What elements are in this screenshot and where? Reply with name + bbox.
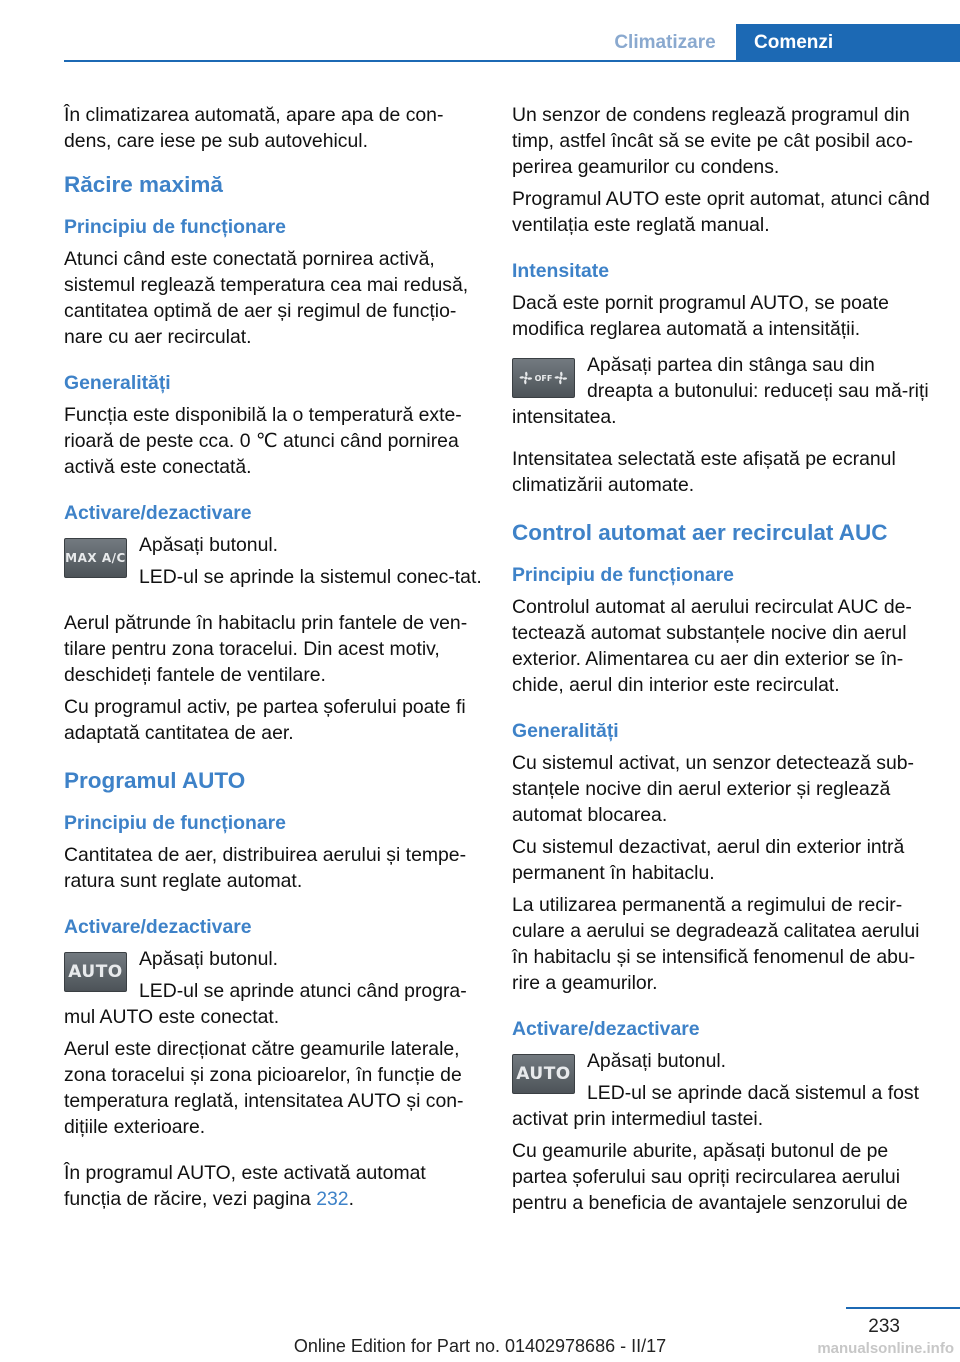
paragraph: Programul AUTO este oprit automat, atunci când ventilația este reglată manual. <box>512 188 930 236</box>
paragraph-with-link <box>64 1160 484 1212</box>
button-instruction <box>512 352 932 430</box>
text: . <box>348 1188 354 1210</box>
heading-auc: Control automat aer recirculat AUC <box>512 520 888 545</box>
fan-intensity-button-icon <box>512 358 575 398</box>
paragraph: Cu sistemul activat, un senzor detectează sub-stanțele nocive din aerul exterior și reglează automat blocarea. <box>512 752 915 826</box>
fan-icon <box>517 367 535 389</box>
paragraph: Cantitatea de aer, distribuirea aerului și tempe-ratura sunt reglate automat. <box>64 844 467 892</box>
footer-rule <box>846 1307 960 1309</box>
paragraph: Cu geamurile aburite, apăsați butonul de pe partea șoferului sau opriți recircularea aerului pentru a beneficia de avantajele senzorului de <box>512 1140 908 1214</box>
fan-icon <box>552 367 570 389</box>
paragraph: Controlul automat al aerului recirculat AUC de-tectează automat substanțele nocive din aerul exterior. Alimentarea cu aer din exterior se în-chide, aerul din interior este recirculat. <box>512 596 912 696</box>
text: În programul AUTO, este activată automat funcția de răcire, vezi pagina <box>64 1162 426 1210</box>
left-column <box>64 102 484 1218</box>
paragraph: Un senzor de condens reglează programul din timp, astfel încât să se evite pe cât posibil aco-perirea geamurilor cu condens. <box>512 104 913 178</box>
paragraph: Aerul pătrunde în habitaclu prin fantele de ven-tilare pentru zona toracelui. Din acest motiv, deschideți fantele de ventilare. <box>64 612 468 686</box>
paragraph: Aerul este direcționat către geamurile laterale, zona toracelui și zona picioarelor, în funcție de temperatura reglată, intensitatea AUTO și con-dițiile exterioare. <box>64 1038 464 1138</box>
heading-auto-program: Programul AUTO <box>64 768 246 793</box>
heading-intensity: Intensitate <box>512 260 609 282</box>
page-link[interactable]: 232 <box>316 1188 349 1210</box>
paragraph: Apăsați butonul. <box>139 948 279 970</box>
max-ac-button-icon: MAX A/C <box>64 538 127 578</box>
auto-button-icon: AUTO <box>512 1054 575 1094</box>
button-instruction <box>64 946 484 1030</box>
paragraph: Funcția este disponibilă la o temperatură exte-rioară de peste cca. 0 ℃ atunci când pornirea activă este conectată. <box>64 404 462 478</box>
heading-principle: Principiu de funcționare <box>64 812 286 834</box>
heading-general: Generalități <box>512 720 619 742</box>
paragraph: LED-ul se aprinde dacă sistemul a fost activat prin intermediul tastei. <box>512 1082 919 1130</box>
paragraph: LED-ul se aprinde atunci când progra-mul AUTO este conectat. <box>64 980 467 1028</box>
button-instruction <box>512 1048 932 1132</box>
heading-principle: Principiu de funcționare <box>64 216 286 238</box>
button-instruction <box>64 532 484 590</box>
heading-principle: Principiu de funcționare <box>512 564 734 586</box>
heading-activation: Activare/dezactivare <box>64 916 252 938</box>
edition-line: Online Edition for Part no. 01402978686 - II/17 <box>293 1336 667 1356</box>
header-section-tab: Climatizare <box>614 32 716 53</box>
heading-general: Generalități <box>64 372 171 394</box>
paragraph: În climatizarea automată, apare apa de con- dens, care iese pe sub autovehicul. <box>64 104 444 152</box>
heading-max-cooling: Răcire maximă <box>64 172 223 197</box>
page-number: 233 <box>868 1316 900 1337</box>
off-label: OFF <box>534 373 553 383</box>
paragraph: Apăsați partea din stânga sau din dreapta a butonului: reduceți sau mă-riți intensitatea. <box>512 354 929 428</box>
heading-activation: Activare/dezactivare <box>512 1018 700 1040</box>
right-column <box>512 102 932 1222</box>
auto-button-icon: AUTO <box>64 952 127 992</box>
paragraph: Atunci când este conectată pornirea activă, sistemul reglează temperatura cea mai redusă, cantitatea optimă de aer și regimul de funcțio-nare cu aer recirculat. <box>64 248 469 348</box>
header-rule <box>64 60 960 62</box>
watermark: manualsonline.info <box>817 1340 954 1357</box>
header-chapter-tab: Comenzi <box>736 24 960 62</box>
heading-activation: Activare/dezactivare <box>64 502 252 524</box>
paragraph: Intensitatea selectată este afișată pe ecranul climatizării automate. <box>512 448 896 496</box>
paragraph: La utilizarea permanentă a regimului de recir-culare a aerului se degradează calitatea aerului în habitaclu și se intensifică fenomenul de abu-rire a geamurilor. <box>512 894 920 994</box>
paragraph: Cu sistemul dezactivat, aerul din exterior intră permanent în habitaclu. <box>512 836 905 884</box>
paragraph: LED-ul se aprinde la sistemul conec-tat. <box>139 566 482 588</box>
paragraph: Apăsați butonul. <box>587 1050 727 1072</box>
paragraph: Dacă este pornit programul AUTO, se poate modifica reglarea automată a intensității. <box>512 292 889 340</box>
paragraph: Apăsați butonul. <box>139 534 279 556</box>
paragraph: Cu programul activ, pe partea șoferului poate fi adaptată cantitatea de aer. <box>64 696 466 744</box>
